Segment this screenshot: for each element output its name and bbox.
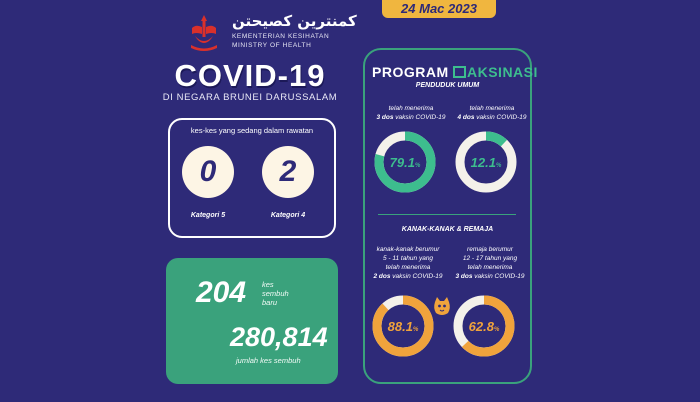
kids-5-11-value: 88.1% — [387, 319, 419, 334]
logo-jawi-text: کمنترين کصيحتن — [232, 12, 357, 30]
vaccination-title: PROGRAM AKSINASI — [372, 64, 538, 80]
new-recovered-label: kes sembuh baru — [262, 280, 289, 307]
category-5-label: Kategori 5 — [190, 212, 226, 219]
teens-12-17-text: remaja berumur 12 - 17 tahun yang telah menerima 3 dos vaksin COVID-19 — [455, 246, 525, 280]
category-5-count: 0 — [182, 146, 234, 198]
logo-ministry-en: MINISTRY OF HEALTH — [232, 42, 312, 49]
active-cases-heading: kes-kes yang sedang dalam rawatan — [190, 126, 314, 135]
section-divider — [378, 214, 516, 215]
general-dose3-text: telah menerima 3 dos vaksin COVID-19 — [376, 105, 446, 121]
page-title: COVID-19 — [174, 58, 326, 93]
date-banner: 24 Mac 2023 — [382, 0, 496, 18]
new-recovered-count: 204 — [196, 276, 247, 309]
logo-ministry-ms: KEMENTERIAN KESIHATAN — [232, 33, 330, 40]
recovered-panel — [166, 258, 338, 384]
cat-mascot-icon — [432, 296, 452, 318]
brunei-crest-icon — [186, 12, 222, 54]
general-population-heading: PENDUDUK UMUM — [415, 82, 480, 89]
kids-5-11-text: kanak-kanak berumur 5 - 11 tahun yang telah menerima 2 dos vaksin COVID-19 — [373, 246, 443, 280]
general-dose4-value: 12.1% — [470, 155, 502, 170]
general-dose4-text: telah menerima 4 dos vaksin COVID-19 — [457, 105, 527, 121]
kids-heading: KANAK-KANAK & REMAJA — [401, 226, 494, 233]
total-recovered-count: 280,814 — [230, 322, 328, 352]
teens-12-17-value: 62.8% — [468, 319, 500, 334]
page-subtitle: DI NEGARA BRUNEI DARUSSALAM — [162, 92, 338, 103]
category-4-count: 2 — [262, 146, 314, 198]
general-dose3-value: 79.1% — [389, 155, 421, 170]
total-recovered-label: jumlah kes sembuh — [236, 356, 301, 365]
checkbox-icon — [453, 66, 466, 78]
category-4-label: Kategori 4 — [270, 212, 306, 219]
